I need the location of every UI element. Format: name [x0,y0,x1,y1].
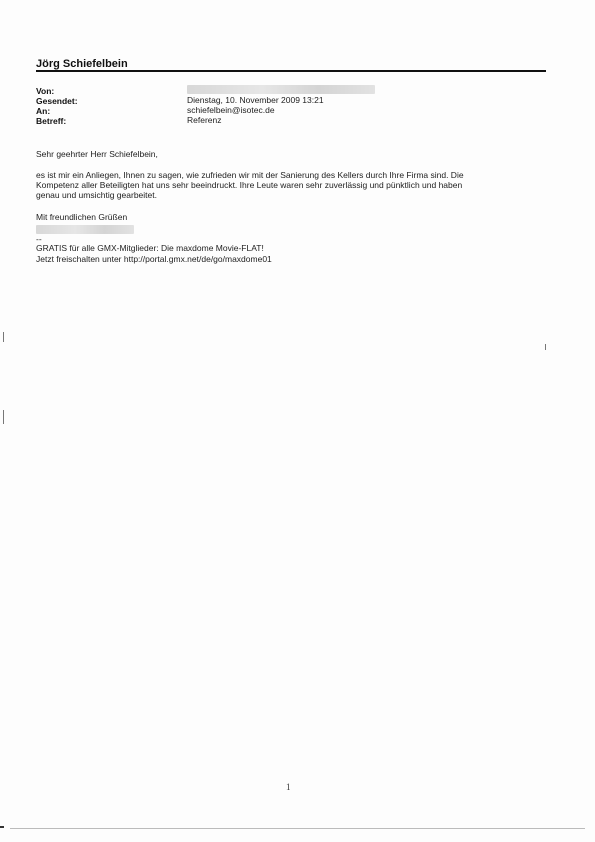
from-label: Von: [36,86,55,96]
subject-value: Referenz [187,115,222,125]
body-line-2: Kompetenz aller Beteiligten hat uns sehr beeindruckt. Ihre Leute waren sehr zuverlässig und pünktlich und haben [36,180,463,190]
redacted-sender-address [187,85,375,94]
ad-line-1: GRATIS für alle GMX-Mitglieder: Die maxdome Movie-FLAT! [36,243,264,253]
to-value: schiefelbein@isotec.de [187,105,275,115]
closing: Mit freundlichen Grüßen [36,212,128,222]
sent-value: Dienstag, 10. November 2009 13:21 [187,95,324,105]
ad-line-2: Jetzt freischalten unter http://portal.gmx.net/de/go/maxdome01 [36,254,272,264]
signature-separator: -- [36,234,42,244]
scan-artifact [0,826,4,828]
scan-artifact [3,332,4,342]
scan-artifact [545,344,546,350]
sender-name: Jörg Schiefelbein [36,58,128,70]
sent-label: Gesendet: [36,96,78,106]
redacted-signature [36,225,134,234]
body-line-1: es ist mir ein Anliegen, Ihnen zu sagen, wie zufrieden wir mit der Sanierung des Kellers durch Ihre Firma sind. Die [36,170,464,180]
scan-artifact [10,828,585,829]
page-number: 1 [286,782,291,792]
to-label: An: [36,106,51,116]
body-line-3: genau und umsichtig gearbeitet. [36,190,157,200]
scan-artifact [3,410,4,424]
subject-label: Betreff: [36,116,67,126]
header-divider [36,70,546,72]
greeting: Sehr geehrter Herr Schiefelbein, [36,149,158,159]
